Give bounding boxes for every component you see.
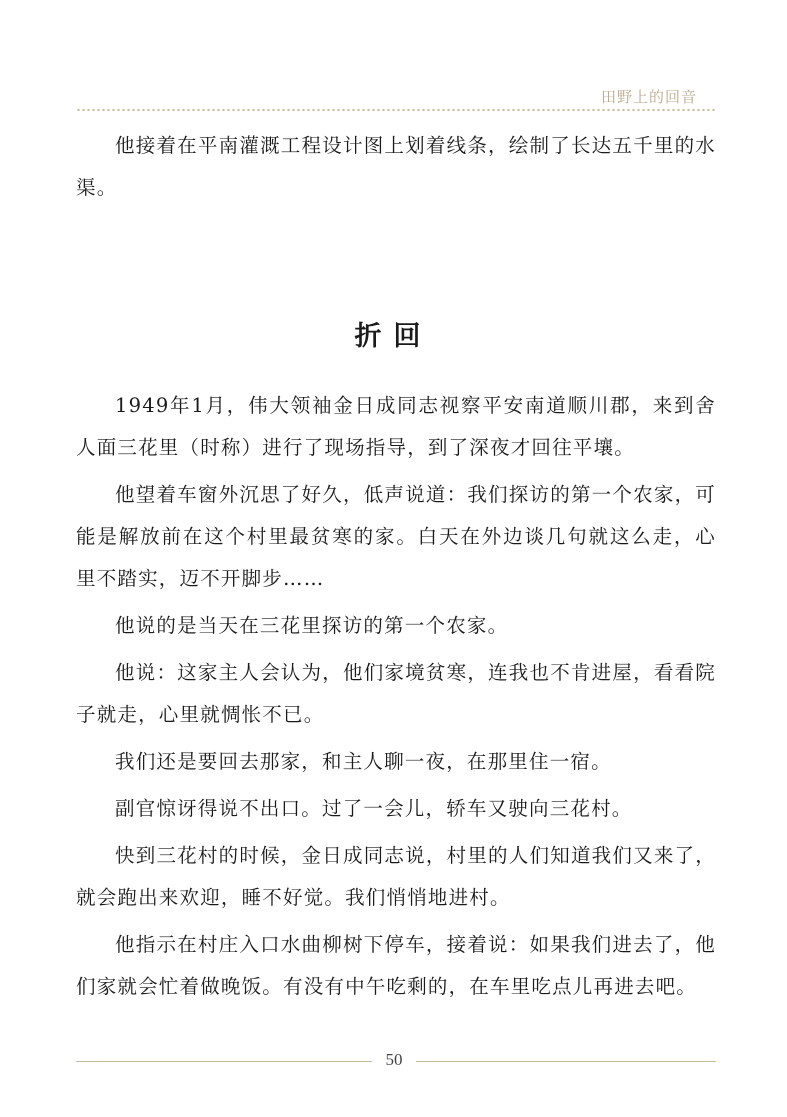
continued-text <box>76 125 716 209</box>
running-head: 田野上的回音 <box>600 88 697 106</box>
chapter-title: 折回 <box>354 321 433 353</box>
chapter-body <box>76 385 716 1008</box>
paragraph: 我们还是要回去那家，和主人聊一夜，在那里住一宿。 <box>115 750 612 773</box>
paragraph: 快到三花村的时候，金日成同志说，村里的人们知道我们又来了，就会跑出来欢迎，睡不好觉。我们悄悄地进村。 <box>76 844 716 909</box>
paragraph: 他指示在村庄入口水曲柳树下停车，接着说：如果我们进去了，他们家就会忙着做晚饭。有没有中午吃剩的，在车里吃点儿再进去吧。 <box>76 933 716 998</box>
paragraph: 他说的是当天在三花里探访的第一个农家。 <box>115 614 509 637</box>
header-dotted-rule <box>76 108 716 112</box>
footer-rule-left <box>76 1061 372 1062</box>
page-number: 50 <box>385 1050 403 1069</box>
paragraph: 副官惊讶得说不出口。过了一会儿，轿车又驶向三花村。 <box>115 797 633 820</box>
paragraph: 1949年1月，伟大领袖金日成同志视察平安南道顺川郡，来到舍人面三花里（时称）进行了现场指导，到了深夜才回往平壤。 <box>76 394 716 459</box>
paragraph: 他望着车窗外沉思了好久，低声说道：我们探访的第一个农家，可能是解放前在这个村里最贫寒的家。白天在外边谈几句就这么走，心里不踏实，迈不开脚步…… <box>76 483 716 590</box>
footer-rule-right <box>416 1061 716 1062</box>
paragraph: 他接着在平南灌溉工程设计图上划着线条，绘制了长达五千里的水渠。 <box>76 134 716 199</box>
paragraph: 他说：这家主人会认为，他们家境贫寒，连我也不肯进屋，看看院子就走，心里就惆怅不已。 <box>76 661 716 726</box>
